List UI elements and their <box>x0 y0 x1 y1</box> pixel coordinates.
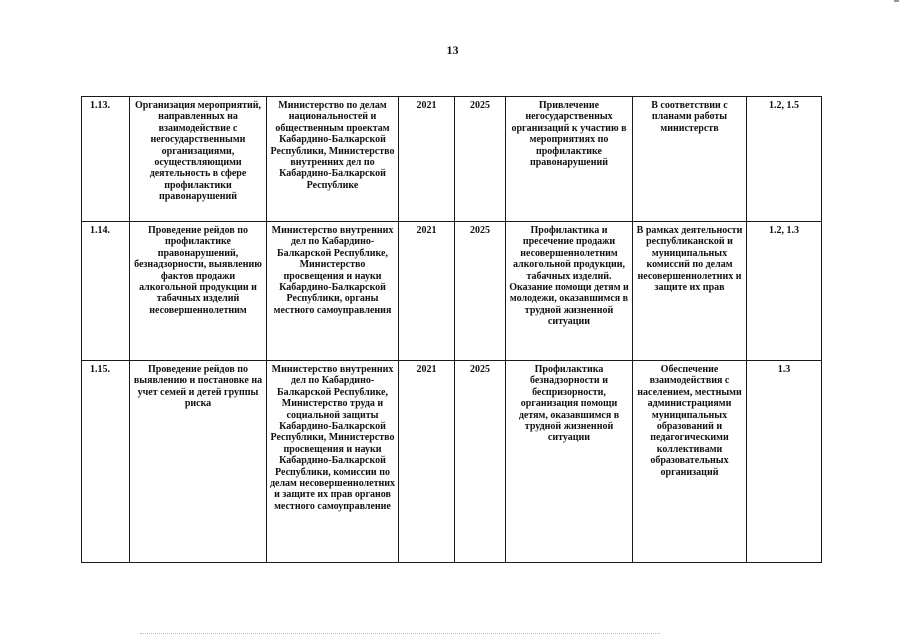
start-year-cell: 2021 <box>399 222 455 361</box>
table-row <box>82 97 822 222</box>
executors-cell: Министерство по делам национальностей и общественным проектам Кабардино-Балкарской Республики, Министерство внутренних дел по Кабардино-Балкарской Республике <box>267 97 399 222</box>
event-cell: Проведение рейдов по выявлению и постановке на учет семей и детей группы риска <box>130 361 267 563</box>
end-year-cell: 2025 <box>455 361 506 563</box>
end-year-cell: 2025 <box>455 97 506 222</box>
page-number: 13 <box>446 43 459 57</box>
table-row <box>82 222 822 361</box>
row-number: 1.14. <box>82 222 130 361</box>
measures-table <box>81 96 822 563</box>
note-cell: В рамках деятельности республиканской и муниципальных комиссий по делам несовершеннолетних и защите их прав <box>633 222 747 361</box>
links-cell: 1.3 <box>747 361 822 563</box>
table-row <box>82 361 822 563</box>
start-year-cell: 2021 <box>399 97 455 222</box>
end-year-cell: 2025 <box>455 222 506 361</box>
executors-cell: Министерство внутренних дел по Кабардино-Балкарской Республике, Министерство просвещения и науки Кабардино-Балкарской Республики, органы местного самоуправления <box>267 222 399 361</box>
row-number: 1.15. <box>82 361 130 563</box>
note-cell: Обеспечение взаимодействия с населением, местными администрациями муниципальных образований и педагогическими коллективами образовательных организаций <box>633 361 747 563</box>
scan-artifact-mark <box>894 0 899 2</box>
row-number: 1.13. <box>82 97 130 222</box>
start-year-cell: 2021 <box>399 361 455 563</box>
links-cell: 1.2, 1.3 <box>747 222 822 361</box>
event-cell: Проведение рейдов по профилактике правонарушений, безнадзорности, выявлению фактов продажи алкогольной продукции и табачных изделий несовершеннолетним <box>130 222 267 361</box>
event-cell: Организация мероприятий, направленных на взаимодействие с негосударственными организациями, осуществляющими деятельность в сфере профилактики правонарушений <box>130 97 267 222</box>
result-cell: Профилактика безнадзорности и беспризорности, организация помощи детям, оказавшимся в трудной жизненной ситуации <box>506 361 633 563</box>
result-cell: Привлечение негосударственных организаций к участию в мероприятиях по профилактике правонарушений <box>506 97 633 222</box>
result-cell: Профилактика и пресечение продажи несовершеннолетним алкогольной продукции, табачных изделий. Оказание помощи детям и молодежи, оказавшимся в трудной жизненной ситуации <box>506 222 633 361</box>
scan-artifact-line <box>140 633 660 635</box>
note-cell: В соответствии с планами работы министерств <box>633 97 747 222</box>
executors-cell: Министерство внутренних дел по Кабардино-Балкарской Республике, Министерство труда и социальной защиты Кабардино-Балкарской Республики, Министерство просвещения и науки Кабардино-Балкарской Республики, комиссии по делам несовершеннолетних и защите их прав органов местного самоуправление <box>267 361 399 563</box>
links-cell: 1.2, 1.5 <box>747 97 822 222</box>
